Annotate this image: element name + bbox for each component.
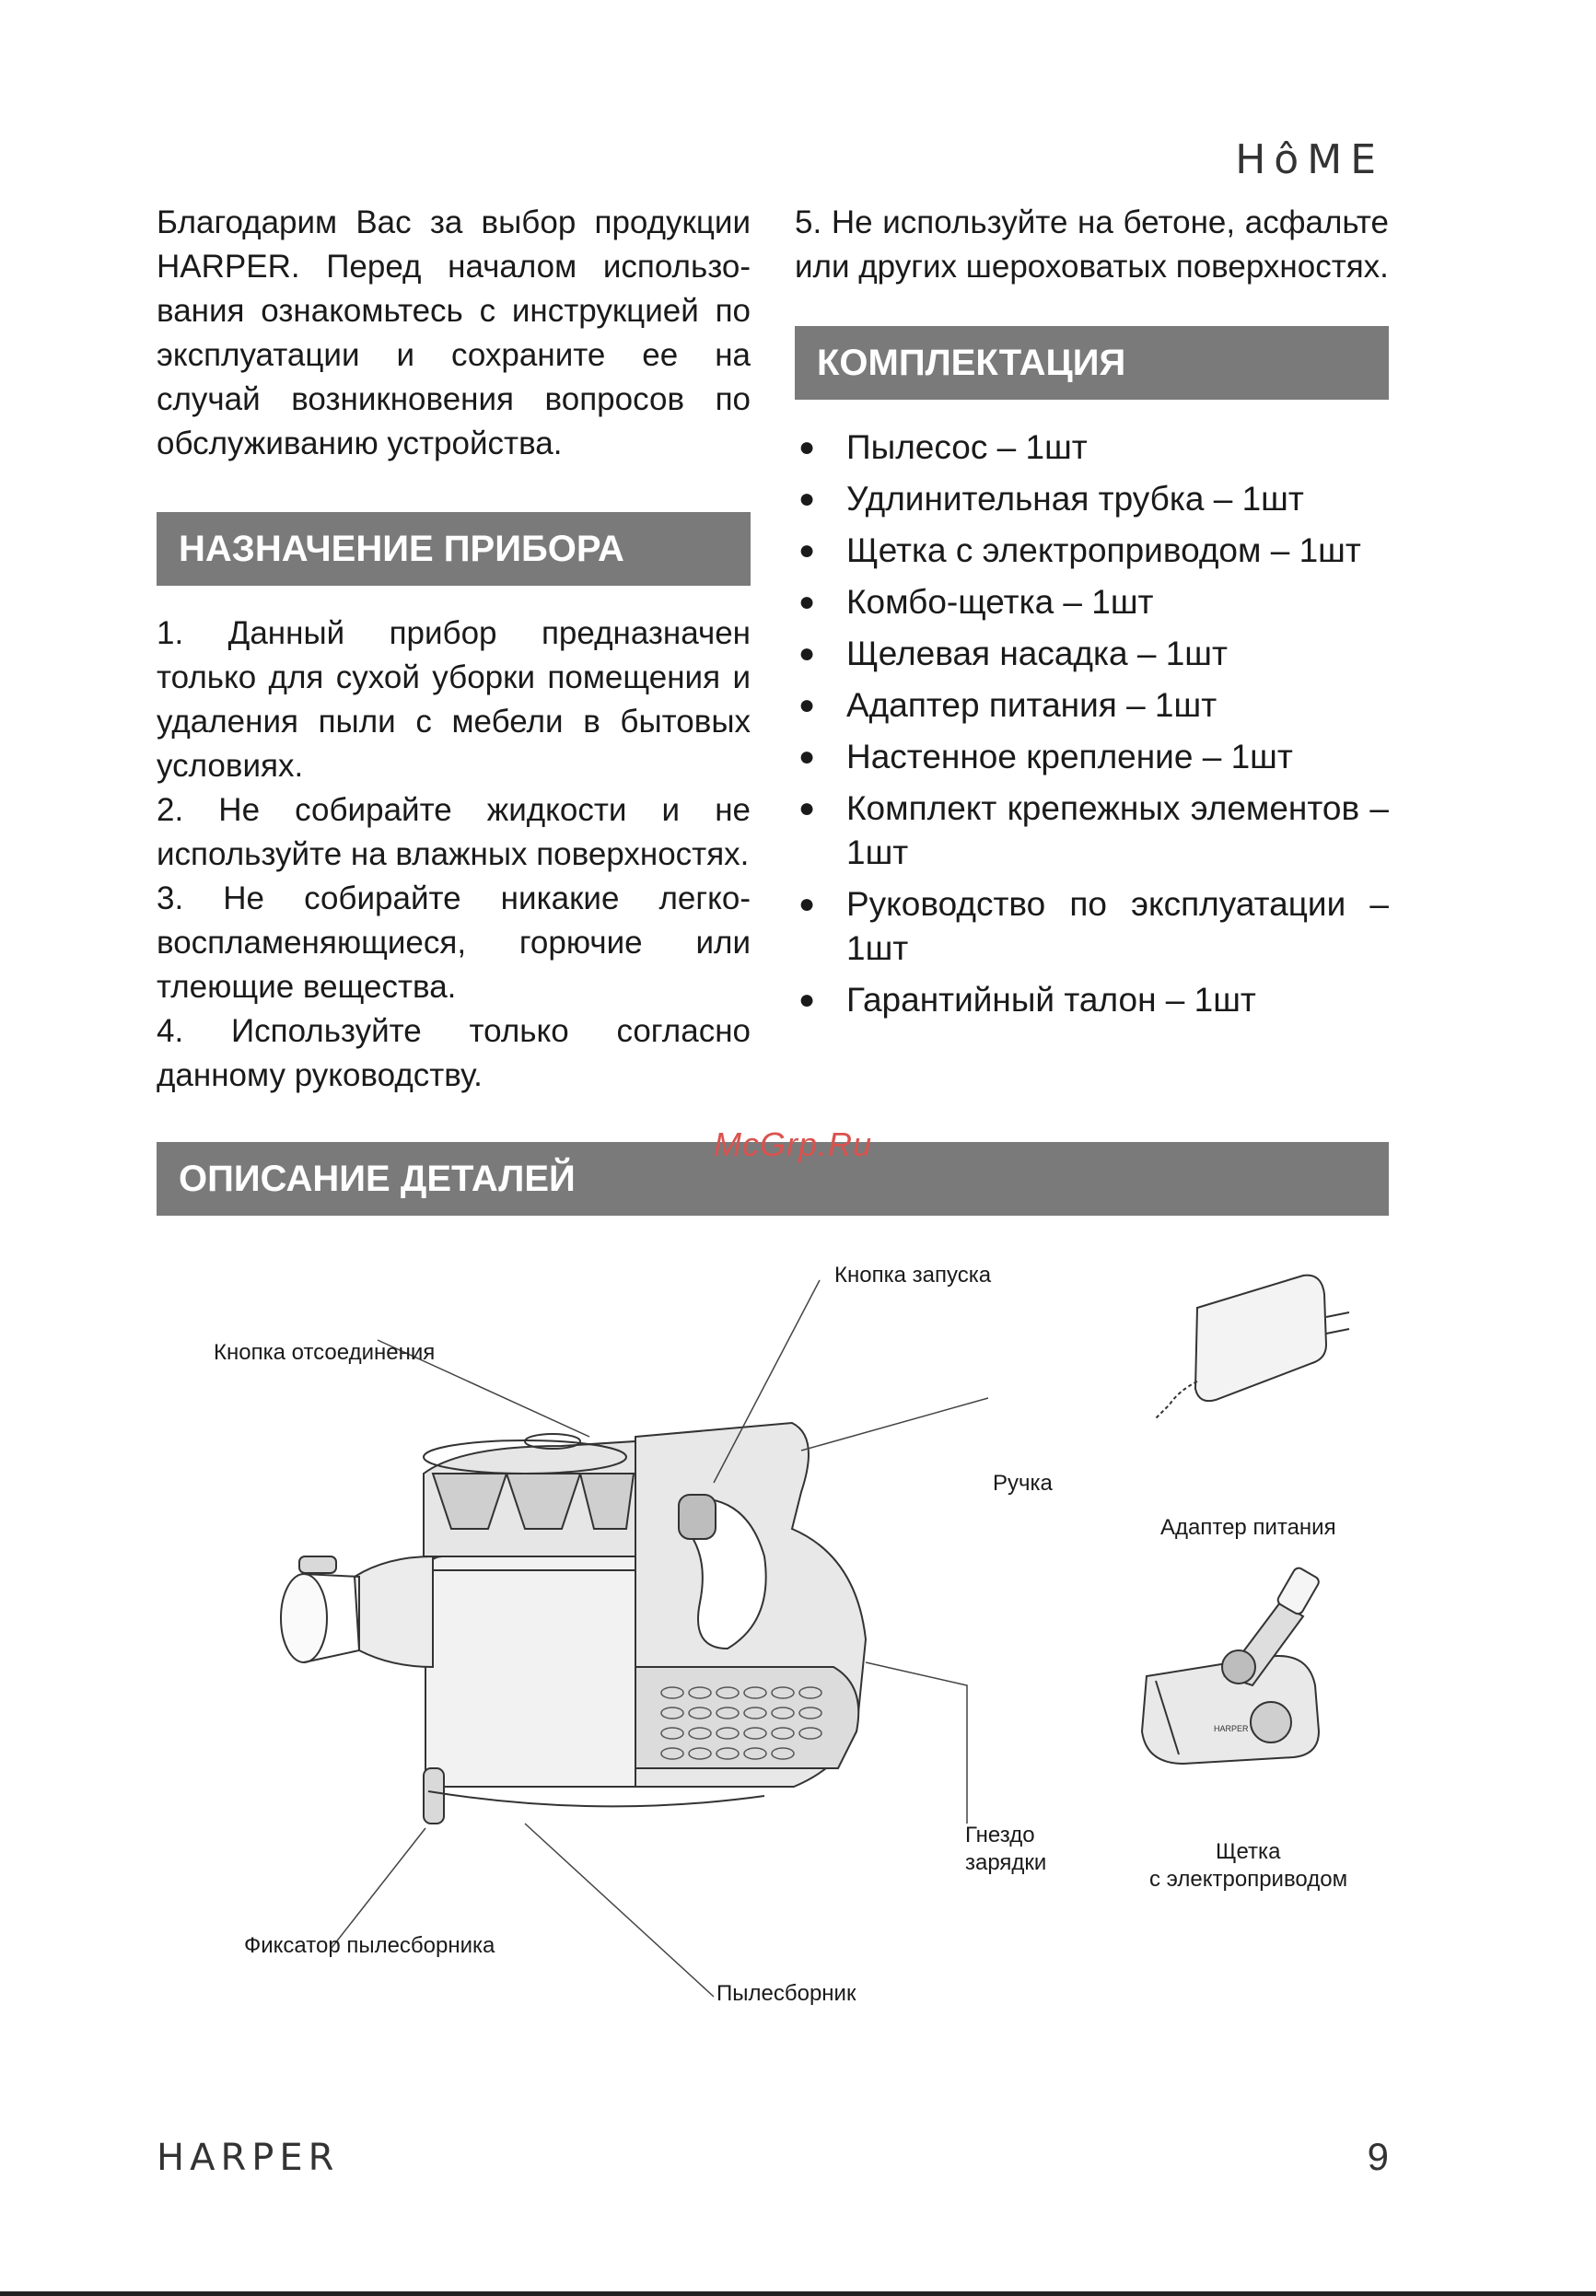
list-item: ● Руководство по эксплуатации – 1шт — [798, 885, 1389, 967]
harper-logo: HARPER — [157, 2137, 340, 2179]
intro-paragraph: Благодарим Вас за выбор продукции HARPER. Перед началом использования ознакомьтесь с инструкцией по эксплуатации и сохраните ее на случай возникновения вопросов по обслуживанию устройства. — [157, 204, 751, 461]
purpose-item: 1. Данный прибор предназначен только для сухой уборки помещения и удаления пыли с мебели в бытовых условиях. — [157, 615, 751, 784]
label-charging-socket: Гнездо — [965, 1823, 1035, 1847]
right-column — [795, 201, 1389, 1030]
watermark: McGrp.Ru — [714, 1125, 873, 1163]
power-adapter-illustration — [1156, 1276, 1349, 1418]
label-dust-container: Пылесборник — [716, 1981, 856, 2006]
list-item: ● Гарантийный талон – 1шт — [798, 981, 1256, 1019]
list-item: ● Настенное крепление – 1шт — [798, 738, 1293, 775]
label-start-button: Кнопка запуска — [834, 1263, 992, 1288]
label-electric-brush: с электроприводом — [1149, 1867, 1348, 1892]
list-item: ● Пылесос – 1шт — [798, 428, 1088, 466]
label-dust-lock: Фиксатор пылесборника — [244, 1933, 495, 1958]
purpose-item: 2. Не собирайте жидкости и не используйте на влажных поверхностях. — [157, 792, 751, 872]
parts-header: ОПИСАНИЕ ДЕТАЛЕЙ — [157, 1142, 1389, 1216]
purpose-list — [157, 612, 751, 1098]
label-charging-socket: зарядки — [965, 1850, 1047, 1875]
purpose-item: 3. Не собирайте никакие легковоспламеняющиеся, горючие или тлеющие вещества. — [157, 880, 751, 1005]
electric-brush-illustration — [1142, 1566, 1321, 1764]
label-power-adapter: Адаптер питания — [1160, 1515, 1336, 1540]
label-handle: Ручка — [993, 1471, 1053, 1496]
list-item: ● Адаптер питания – 1шт — [798, 686, 1217, 724]
parts-diagram — [157, 1253, 1400, 2035]
page-number: 9 — [1367, 2135, 1389, 2178]
vacuum-body-illustration — [281, 1423, 866, 1824]
purpose-header: НАЗНАЧЕНИЕ ПРИБОРА — [157, 512, 751, 586]
kit-list — [795, 425, 1389, 1022]
list-item: ● Удлинительная трубка – 1шт — [798, 480, 1304, 518]
label-electric-brush: Щетка — [1216, 1839, 1281, 1864]
list-item: ● Щелевая насадка – 1шт — [798, 635, 1228, 672]
brush-logo: HARPER — [1214, 1724, 1249, 1733]
left-column — [157, 201, 751, 1098]
home-logo: HôME — [1235, 136, 1384, 183]
purpose-item: 4. Используйте только согласно данному руководству. — [157, 1013, 751, 1093]
list-item: ● Комбо-щетка – 1шт — [798, 583, 1154, 621]
label-release-button: Кнопка отсоединения — [214, 1340, 436, 1365]
list-item: ● Щетка с электроприводом – 1шт — [798, 531, 1361, 569]
purpose-item: 5. Не используйте на бетоне, асфальте или других шероховатых поверхностях. — [795, 204, 1389, 285]
bottom-rule — [0, 2291, 1596, 2296]
list-item: ● Комплект крепежных элементов – 1шт — [798, 789, 1389, 871]
kit-header: КОМПЛЕКТАЦИЯ — [795, 326, 1389, 400]
